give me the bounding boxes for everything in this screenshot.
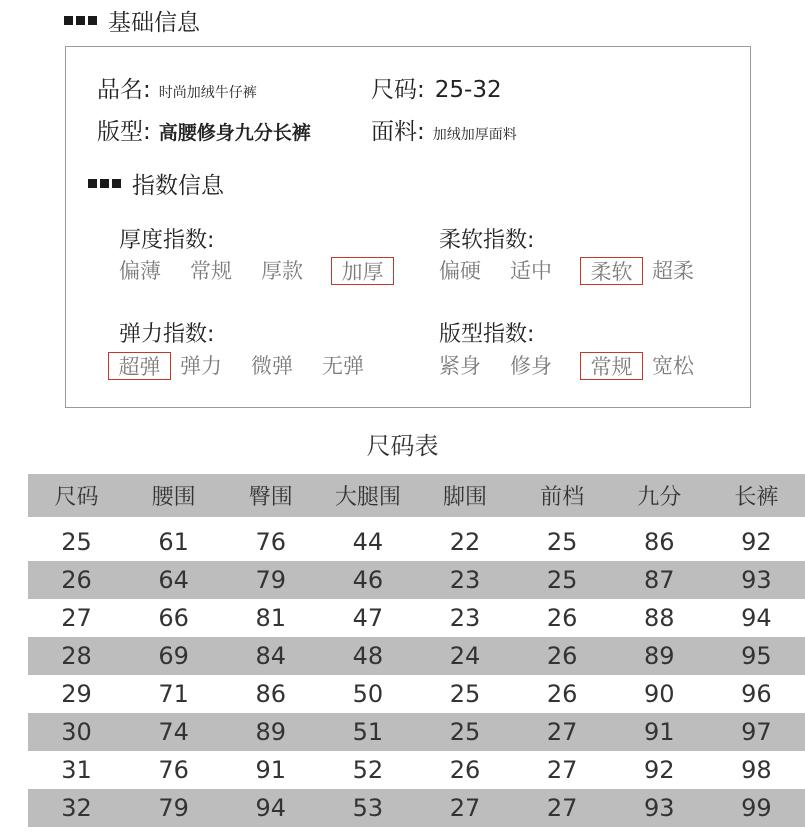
column-header: 腰围 bbox=[125, 474, 222, 520]
column-header: 前档 bbox=[514, 474, 611, 520]
column-header: 尺码 bbox=[28, 474, 125, 520]
softness-option: 适中 bbox=[510, 259, 552, 283]
size-table-title: 尺码表 bbox=[366, 432, 439, 460]
table-header-row bbox=[28, 474, 805, 520]
table-cell: 95 bbox=[708, 637, 805, 675]
square-bullet-icon bbox=[100, 179, 109, 188]
table-row bbox=[28, 675, 805, 713]
fabric-row bbox=[371, 113, 517, 146]
info-box bbox=[65, 46, 751, 408]
table-cell: 91 bbox=[255, 756, 287, 784]
index-info-title: 指数信息 bbox=[132, 173, 224, 199]
size-range-value: 25-32 bbox=[434, 77, 502, 103]
column-header: 大腿围 bbox=[319, 474, 416, 520]
table-cell: 92 bbox=[644, 756, 675, 784]
thickness-option: 厚款 bbox=[261, 259, 303, 283]
table-cell: 98 bbox=[741, 756, 772, 784]
table-cell: 76 bbox=[158, 756, 189, 784]
thickness-option: 偏薄 bbox=[119, 259, 161, 283]
table-cell: 94 bbox=[741, 604, 772, 632]
softness-index-title: 柔软指数: bbox=[439, 228, 535, 253]
elasticity-option: 无弹 bbox=[322, 354, 364, 378]
table-cell: 53 bbox=[319, 789, 416, 827]
table-cell: 93 bbox=[611, 789, 708, 827]
table-cell: 29 bbox=[61, 680, 92, 708]
column-header: 臀围 bbox=[222, 474, 319, 520]
table-cell: 76 bbox=[255, 528, 287, 556]
table-cell: 25 bbox=[449, 680, 481, 708]
basic-info-title: 基础信息 bbox=[108, 10, 200, 36]
size-range-row bbox=[371, 71, 502, 104]
fit-index-options bbox=[438, 352, 722, 380]
table-cell: 96 bbox=[741, 680, 772, 708]
softness-index-options bbox=[438, 257, 722, 285]
product-name-value: 时尚加绒牛仔裤 bbox=[158, 85, 257, 101]
table-row bbox=[28, 713, 805, 751]
table-cell: 52 bbox=[352, 756, 384, 784]
table-cell: 90 bbox=[644, 680, 675, 708]
fabric-value: 加绒加厚面料 bbox=[432, 127, 517, 143]
table-cell: 22 bbox=[449, 528, 481, 556]
elasticity-index-options bbox=[108, 352, 392, 380]
index-info-heading bbox=[88, 167, 224, 200]
table-cell: 87 bbox=[611, 561, 708, 599]
square-bullet-icon bbox=[112, 179, 121, 188]
table-cell: 30 bbox=[28, 713, 125, 751]
square-bullet-icon bbox=[88, 179, 97, 188]
table-cell: 27 bbox=[61, 604, 92, 632]
table-cell: 23 bbox=[449, 604, 481, 632]
table-cell: 24 bbox=[417, 637, 514, 675]
table-cell: 32 bbox=[28, 789, 125, 827]
thickness-option-selected: 加厚 bbox=[331, 257, 394, 285]
table-cell: 27 bbox=[514, 789, 611, 827]
table-cell: 26 bbox=[514, 637, 611, 675]
table-cell: 27 bbox=[417, 789, 514, 827]
product-name-label: 品名: bbox=[97, 77, 151, 103]
table-cell: 99 bbox=[708, 789, 805, 827]
table-cell: 84 bbox=[222, 637, 319, 675]
table-cell: 26 bbox=[546, 680, 578, 708]
table-cell: 94 bbox=[222, 789, 319, 827]
table-cell: 27 bbox=[546, 756, 578, 784]
table-cell: 86 bbox=[644, 528, 675, 556]
table-cell: 91 bbox=[611, 713, 708, 751]
table-row bbox=[28, 637, 805, 675]
elasticity-option: 弹力 bbox=[180, 354, 222, 378]
table-cell: 25 bbox=[61, 528, 92, 556]
thickness-option: 常规 bbox=[190, 259, 232, 283]
table-cell: 46 bbox=[319, 561, 416, 599]
table-cell: 66 bbox=[158, 604, 189, 632]
table-cell: 93 bbox=[708, 561, 805, 599]
table-cell: 71 bbox=[158, 680, 189, 708]
fit-option-selected: 常规 bbox=[580, 352, 643, 380]
table-cell: 50 bbox=[352, 680, 384, 708]
table-cell: 23 bbox=[417, 561, 514, 599]
elasticity-option-selected: 超弹 bbox=[108, 352, 171, 380]
softness-option: 偏硬 bbox=[439, 259, 481, 283]
size-table bbox=[28, 474, 805, 827]
table-cell: 26 bbox=[546, 604, 578, 632]
elasticity-index-title: 弹力指数: bbox=[119, 322, 215, 347]
table-cell: 31 bbox=[61, 756, 92, 784]
square-bullet-icon bbox=[76, 16, 85, 25]
table-cell: 64 bbox=[125, 561, 222, 599]
table-cell: 81 bbox=[255, 604, 287, 632]
table-cell: 88 bbox=[644, 604, 675, 632]
softness-option: 超柔 bbox=[652, 259, 694, 283]
table-cell: 51 bbox=[319, 713, 416, 751]
size-range-label: 尺码: bbox=[371, 77, 425, 103]
table-row bbox=[28, 751, 805, 789]
elasticity-option: 微弹 bbox=[251, 354, 293, 378]
thickness-index-options bbox=[118, 257, 402, 285]
fit-option: 紧身 bbox=[439, 354, 481, 378]
table-cell: 48 bbox=[319, 637, 416, 675]
thickness-index-title: 厚度指数: bbox=[119, 228, 215, 253]
table-row bbox=[28, 561, 805, 599]
table-cell: 97 bbox=[708, 713, 805, 751]
table-cell: 26 bbox=[449, 756, 481, 784]
table-cell: 25 bbox=[546, 528, 578, 556]
product-name-row bbox=[97, 71, 257, 104]
fit-row bbox=[97, 113, 311, 146]
fit-option: 修身 bbox=[510, 354, 552, 378]
column-header: 长裤 bbox=[708, 474, 805, 520]
column-header: 脚围 bbox=[417, 474, 514, 520]
fit-label: 版型: bbox=[97, 119, 151, 145]
fit-value: 高腰修身九分长裤 bbox=[158, 122, 311, 144]
square-bullet-icon bbox=[88, 16, 97, 25]
table-cell: 47 bbox=[352, 604, 384, 632]
table-row bbox=[28, 789, 805, 827]
table-cell: 25 bbox=[514, 561, 611, 599]
table-cell: 44 bbox=[352, 528, 384, 556]
table-cell: 61 bbox=[158, 528, 189, 556]
basic-info-heading bbox=[64, 4, 200, 37]
table-cell: 89 bbox=[222, 713, 319, 751]
size-table-body bbox=[28, 520, 805, 827]
table-cell: 74 bbox=[125, 713, 222, 751]
table-cell: 27 bbox=[514, 713, 611, 751]
table-cell: 86 bbox=[255, 680, 287, 708]
table-cell: 92 bbox=[741, 528, 772, 556]
table-cell: 26 bbox=[28, 561, 125, 599]
table-cell: 79 bbox=[125, 789, 222, 827]
softness-option-selected: 柔软 bbox=[580, 257, 643, 285]
table-cell: 28 bbox=[28, 637, 125, 675]
table-cell: 69 bbox=[125, 637, 222, 675]
fabric-label: 面料: bbox=[371, 119, 425, 145]
table-cell: 79 bbox=[222, 561, 319, 599]
fit-index-title: 版型指数: bbox=[439, 322, 535, 347]
table-cell: 25 bbox=[417, 713, 514, 751]
fit-option: 宽松 bbox=[652, 354, 694, 378]
table-row bbox=[28, 520, 805, 561]
square-bullet-icon bbox=[64, 16, 73, 25]
column-header: 九分 bbox=[611, 474, 708, 520]
table-row bbox=[28, 599, 805, 637]
table-cell: 89 bbox=[611, 637, 708, 675]
